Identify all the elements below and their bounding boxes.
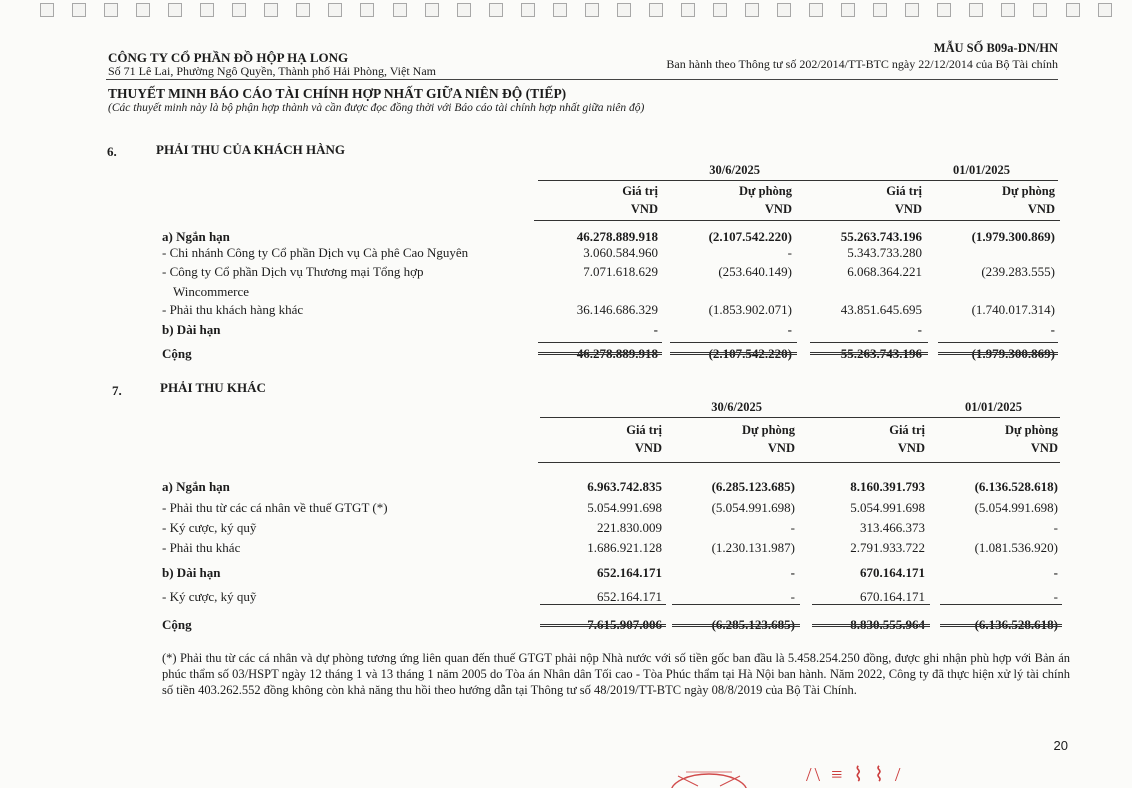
cell-value: 46.278.889.918 bbox=[576, 346, 658, 361]
cell-value: 221.830.009 bbox=[597, 520, 662, 535]
column-header-label: Dự phòng bbox=[741, 423, 795, 437]
cell-value: - bbox=[787, 322, 792, 337]
cell-value: 7.615.907.006 bbox=[587, 617, 662, 632]
total-rule bbox=[810, 342, 928, 343]
cell-value: (6.136.528.618) bbox=[974, 479, 1058, 494]
cell-value: (239.283.555) bbox=[981, 264, 1055, 279]
page-number: 20 bbox=[1053, 738, 1068, 753]
section-number: 6. bbox=[107, 144, 117, 159]
row-heading: b) Dài hạn bbox=[162, 565, 221, 580]
signature-mark: /\ ≡ ⌇ ⌇ / bbox=[806, 764, 904, 786]
total-rule bbox=[540, 624, 666, 625]
cell-value: (6.136.528.618) bbox=[974, 617, 1058, 632]
period-header: 01/01/2025 bbox=[953, 163, 1010, 177]
total-rule bbox=[812, 604, 930, 605]
column-header-label: Giá trị bbox=[889, 423, 925, 437]
period-rule bbox=[538, 180, 800, 181]
cell-value: - bbox=[1053, 565, 1058, 580]
period-header: 30/6/2025 bbox=[711, 400, 762, 414]
row-heading: Cộng bbox=[162, 346, 192, 361]
total-rule bbox=[540, 626, 666, 627]
total-rule bbox=[940, 626, 1062, 627]
cell-value: 7.071.618.629 bbox=[583, 264, 658, 279]
cell-value: 1.686.921.128 bbox=[587, 540, 662, 555]
total-rule bbox=[812, 624, 930, 625]
column-header bbox=[938, 421, 1058, 457]
cell-value: 670.164.171 bbox=[860, 565, 925, 580]
total-rule bbox=[540, 604, 666, 605]
section-title: PHẢI THU CỦA KHÁCH HÀNG bbox=[156, 142, 345, 157]
cell-value: - bbox=[790, 565, 795, 580]
row-label: - Công ty Cổ phần Dịch vụ Thương mại Tổng hợp bbox=[162, 264, 424, 279]
cell-value: - bbox=[787, 245, 792, 260]
cell-value: (1.740.017.314) bbox=[971, 302, 1055, 317]
column-header-label: Giá trị bbox=[622, 184, 658, 198]
document-title: THUYẾT MINH BÁO CÁO TÀI CHÍNH HỢP NHẤT GIỮA NIÊN ĐỘ (TIẾP) bbox=[108, 86, 567, 101]
cell-value: 55.263.743.196 bbox=[840, 346, 922, 361]
company-address: Số 71 Lê Lai, Phường Ngô Quyền, Thành phố Hải Phòng, Việt Nam bbox=[108, 64, 436, 78]
column-header bbox=[805, 421, 925, 457]
cell-value: 55.263.743.196 bbox=[840, 229, 922, 244]
column-header bbox=[542, 421, 662, 457]
cell-value: 46.278.889.918 bbox=[576, 229, 658, 244]
total-rule bbox=[672, 626, 800, 627]
cell-value: (253.640.149) bbox=[718, 264, 792, 279]
row-label: Wincommerce bbox=[173, 284, 249, 299]
section-number: 7. bbox=[112, 383, 122, 398]
row-heading: a) Ngắn hạn bbox=[162, 479, 230, 494]
column-header-unit: VND bbox=[630, 202, 658, 216]
cell-value: - bbox=[1053, 589, 1058, 604]
cell-value: 652.164.171 bbox=[597, 589, 662, 604]
cell-value: 36.146.686.329 bbox=[576, 302, 658, 317]
row-heading: Cộng bbox=[162, 617, 192, 632]
total-rule bbox=[812, 626, 930, 627]
cell-value: - bbox=[790, 520, 795, 535]
column-header bbox=[672, 182, 792, 218]
cell-value: (5.054.991.698) bbox=[711, 500, 795, 515]
document-subtitle: (Các thuyết minh này là bộ phận hợp thành và cần được đọc đồng thời với Báo cáo tài chính hợp nhất giữa niên độ) bbox=[108, 102, 645, 114]
column-header-unit: VND bbox=[764, 202, 792, 216]
total-rule bbox=[670, 352, 797, 353]
cell-value: 5.343.733.280 bbox=[847, 245, 922, 260]
period-rule bbox=[800, 180, 1058, 181]
cell-value: (5.054.991.698) bbox=[974, 500, 1058, 515]
cell-value: 5.054.991.698 bbox=[850, 500, 925, 515]
column-header-unit: VND bbox=[634, 441, 662, 455]
binder-holes bbox=[40, 3, 1112, 19]
column-header-label: Dự phòng bbox=[738, 184, 792, 198]
total-rule bbox=[538, 342, 662, 343]
column-header-label: Giá trị bbox=[886, 184, 922, 198]
row-label: - Phải thu khác bbox=[162, 540, 241, 555]
total-rule bbox=[672, 624, 800, 625]
form-code: MẪU SỐ B09a-DN/HN bbox=[933, 41, 1058, 55]
cell-value: (1.853.902.071) bbox=[708, 302, 792, 317]
total-rule bbox=[938, 352, 1058, 353]
cell-value: (2.107.542.220) bbox=[708, 346, 792, 361]
cell-value: (2.107.542.220) bbox=[708, 229, 792, 244]
row-label: - Ký cược, ký quỹ bbox=[162, 520, 257, 535]
column-header-unit: VND bbox=[1027, 202, 1055, 216]
cell-value: (6.285.123.685) bbox=[711, 479, 795, 494]
column-header-label: Dự phòng bbox=[1001, 184, 1055, 198]
cell-value: (1.979.300.869) bbox=[971, 346, 1055, 361]
column-header-unit: VND bbox=[897, 441, 925, 455]
cell-value: 2.791.933.722 bbox=[850, 540, 925, 555]
period-rule bbox=[800, 417, 1060, 418]
row-heading: a) Ngắn hạn bbox=[162, 229, 230, 244]
total-rule bbox=[672, 604, 800, 605]
cell-value: (1.230.131.987) bbox=[711, 540, 795, 555]
period-rule bbox=[540, 417, 800, 418]
row-label: - Phải thu khách hàng khác bbox=[162, 302, 304, 317]
row-heading: b) Dài hạn bbox=[162, 322, 221, 337]
period-header: 01/01/2025 bbox=[965, 400, 1022, 414]
cell-value: 652.164.171 bbox=[597, 565, 662, 580]
row-label: - Ký cược, ký quỹ bbox=[162, 589, 257, 604]
cell-value: 8.830.555.964 bbox=[850, 617, 925, 632]
total-rule bbox=[810, 354, 928, 355]
company-name: CÔNG TY CỔ PHẦN ĐỒ HỘP HẠ LONG bbox=[108, 50, 349, 65]
cell-value: (1.081.536.920) bbox=[974, 540, 1058, 555]
cell-value: - bbox=[790, 589, 795, 604]
cell-value: 5.054.991.698 bbox=[587, 500, 662, 515]
column-header bbox=[538, 182, 658, 218]
total-rule bbox=[940, 624, 1062, 625]
total-rule bbox=[670, 342, 797, 343]
header-divider bbox=[106, 79, 1058, 80]
cell-value: 6.068.364.221 bbox=[847, 264, 922, 279]
column-header-unit: VND bbox=[894, 202, 922, 216]
total-rule bbox=[938, 354, 1058, 355]
column-header-label: Giá trị bbox=[626, 423, 662, 437]
period-header: 30/6/2025 bbox=[709, 163, 760, 177]
column-header bbox=[802, 182, 922, 218]
cell-value: 670.164.171 bbox=[860, 589, 925, 604]
cell-value: 43.851.645.695 bbox=[840, 302, 922, 317]
column-header-unit: VND bbox=[1030, 441, 1058, 455]
row-label: - Chi nhánh Công ty Cổ phần Dịch vụ Cà phê Cao Nguyên bbox=[162, 245, 469, 260]
total-rule bbox=[810, 352, 928, 353]
cell-value: - bbox=[1053, 520, 1058, 535]
total-rule bbox=[938, 342, 1058, 343]
column-header bbox=[935, 182, 1055, 218]
cell-value: 8.160.391.793 bbox=[850, 479, 925, 494]
cell-value: 3.060.584.960 bbox=[583, 245, 658, 260]
total-rule bbox=[538, 354, 662, 355]
cell-value: (6.285.123.685) bbox=[711, 617, 795, 632]
total-rule bbox=[670, 354, 797, 355]
cell-value: 313.466.373 bbox=[860, 520, 925, 535]
section-title: PHẢI THU KHÁC bbox=[160, 380, 266, 395]
cell-value: - bbox=[1050, 322, 1055, 337]
column-header-unit: VND bbox=[767, 441, 795, 455]
circular-reference: Ban hành theo Thông tư số 202/2014/TT-BTC ngày 22/12/2014 của Bộ Tài chính bbox=[666, 57, 1058, 71]
header-rule bbox=[538, 462, 1060, 463]
total-rule bbox=[538, 352, 662, 353]
row-label: - Phải thu từ các cá nhân về thuế GTGT (*) bbox=[162, 500, 388, 515]
column-header bbox=[675, 421, 795, 457]
cell-value: 6.963.742.835 bbox=[587, 479, 662, 494]
cell-value: - bbox=[653, 322, 658, 337]
cell-value: - bbox=[917, 322, 922, 337]
footnote: (*) Phải thu từ các cá nhân và dự phòng tương ứng liên quan đến thuế GTGT phải nộp Nhà nước với số tiền gốc ban đầu là 5.458.254.250 đồng, được ghi nhận phù hợp với Bản án phúc thẩm số 03/HSPT ngày 12 tháng 1 và 13 tháng 1 năm 2005 do Tòa án Nhân dân Tối cao - Tòa Phúc thẩm tại Hà Nội ban hành. Năm 2022, Công ty đã thực hiện xử lý tài chính số tiền 403.262.552 đồng không còn khả năng thu hồi theo hướng dẫn tại Thông tư số 48/2019/TT-BTC ngày 08/8/2019 của Bộ Tài Chính. bbox=[162, 651, 1070, 697]
cell-value: (1.979.300.869) bbox=[971, 229, 1055, 244]
header-rule bbox=[534, 220, 1060, 221]
column-header-label: Dự phòng bbox=[1004, 423, 1058, 437]
total-rule bbox=[940, 604, 1062, 605]
